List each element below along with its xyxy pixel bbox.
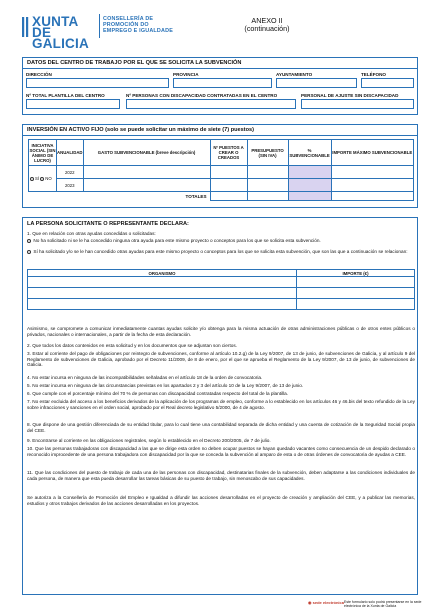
totals-max[interactable] [331,192,413,201]
radio-no[interactable] [40,177,44,181]
sede-logo: ◉ sede electrónica [308,600,344,605]
logo-line2: DE GALICIA [32,25,89,51]
positions-cell[interactable] [210,166,247,179]
budget-cell[interactable] [247,179,288,192]
max-cell[interactable] [331,166,413,179]
amount-cell[interactable] [297,277,415,288]
question-1: 1. Que en relación con otras ayudas concedidas o solicitadas: [27,231,156,236]
footer-note: Este formulario solo podrá presentarse en la sede electrónica de la Xunta de Galicia [344,600,422,608]
province-label: PROVINCIA [173,72,199,77]
xunta-logo [22,14,98,51]
totals-label: TOTALES [29,192,211,201]
totals-budget[interactable] [247,192,288,201]
expense-cell[interactable] [83,166,210,179]
phone-field[interactable] [361,78,414,88]
total-staff-field[interactable] [26,99,120,109]
year-2022: 2022 [57,166,84,179]
expense-cell[interactable] [83,179,210,192]
year-2023: 2023 [57,179,84,192]
fixed-asset-section [22,124,418,208]
header-percent: % SUBVENCIONABLE [288,140,331,166]
max-cell[interactable] [331,179,413,192]
support-staff-field[interactable] [301,99,414,109]
disabled-staff-field[interactable] [126,99,296,109]
province-field[interactable] [173,78,272,88]
totals-positions[interactable] [210,192,247,201]
municipality-field[interactable] [276,78,357,88]
positions-cell[interactable] [210,179,247,192]
phone-label: TELÉFONO [361,72,387,77]
org-cell[interactable] [28,299,297,310]
header-divider [99,14,100,38]
org-header: ORGANISMO [28,270,297,277]
org-cell[interactable] [28,288,297,299]
amount-cell[interactable] [297,299,415,310]
declaration-8: 8. Que dispone de una gestión diferenciada de su entidad titular, para lo cual tiene una contabilidad separada de dicha entidad y una cuenta de cotización de la Seguridad Social propia del CEE. [27,422,415,433]
totals-percent [288,192,331,201]
footer [308,600,423,610]
disabled-staff-label: Nº PERSONAS CON DISCAPACIDAD CONTRATADAS EN EL CENTRO [126,93,278,98]
declaration-11: 11. Que las condiciones del puesto de trabajo de cada una de las personas con discapacidad, destinatarias finales de la subvención, deben adaptarse a las condiciones individuales de cada persona, de manera que esta pueda desarrollar las tareas básicas de su puesto de trabajo, sin menoscabo de sus capacidades. [27,470,415,481]
sede-icon: ◉ [308,600,312,605]
header-social: INICIATIVA SOCIAL (SIN ÁNIMO DE LUCRO) [29,140,57,166]
option-no-aid: No ha solicitado ni se le ha concedido ninguna otra ayuda para este mismo proyecto o conceptos para los que se solicita esta subvención. [27,238,415,244]
annex-title: ANEXO II (continuación) [244,16,290,33]
declaration-3: 3. Estar al corriente del pago de obligaciones por reintegro de subvenciones, conforme al artículo 10.2.g) de la Ley 9/2007, de 13 de junio, de subvenciones de Galicia, y al artículo 9 del Reglamento de subvenciones de Galicia, aprobado por el Decreto 11/2009, de 8 de enero, por el que se aprueba el Reglamento de la Ley 9/2007, de 13 de junio, de subvenciones de Galicia. [27,351,415,368]
amount-header: IMPORTE (€) [297,270,415,277]
radio-yes[interactable] [30,177,34,181]
declaration-10: 10. Que las personas trabajadoras con discapacidad a las que se dirige esta orden no deben ocupar puestos se hayan quedado vacantes como consecuencia de un despido declarado o reconocido improcedente de una persona trabajadora con discapacidad por la que se conceda la subvención al amparo de esta o de otras órdenes de convocatoria de ayudas a CEE. [27,446,415,457]
radio-no-aid[interactable] [27,239,31,243]
social-radio-group: SÍ NO [29,166,57,192]
other-aid-table [27,269,415,310]
address-label: DIRECCIÓN [26,72,52,77]
investment-table [28,139,414,201]
header-year: ANUALIDAD [57,140,84,166]
authorization-text: Se autoriza a la Consellería de Promoción del Empleo e Igualdad a difundir las acciones desarrolladas en el proyecto de creación y ampliación del CEE, y a publicar las memorias, estudios y otros trabajos derivados de las acciones desarrolladas en los proyectos. [27,495,415,506]
declaration-4: 4. No estar incursa en ninguna de las incompatibilidades señaladas en el artículo 18 de la orden de convocatoria. [27,375,263,380]
declaration-6: 6. Que cumple con el porcentaje mínimo del 70 % de personas con discapacidad contratadas respecto del total de la plantilla. [27,391,289,396]
municipality-label: AYUNTAMIENTO [276,72,313,77]
percent-cell [288,166,331,179]
header-budget: PRESUPUESTO (SIN IVA) [247,140,288,166]
total-staff-label: Nº TOTAL PLANTILLA DEL CENTRO [26,93,105,98]
budget-cell[interactable] [247,166,288,179]
logo-line1: XUNTA [32,14,79,29]
department-name: CONSELLERÍA DE PROMOCIÓN DO EMPREGO E IGUALDADE [103,16,173,34]
address-field[interactable] [26,78,169,88]
section-title: DATOS DEL CENTRO DE TRABAJO POR EL QUE SE SOLICITA LA SUBVENCIÓN [27,60,242,66]
percent-cell [288,179,331,192]
header-positions: Nº PUESTOS A CREAR O CREADOS [210,140,247,166]
commitment-text: Asimismo, se compromete a comunicar inmediatamente cuantas ayudas solicite y/o obtenga para la misma actuación de otras administraciones públicas o de otros entes públicos o privados, nacionales o internacionales, a partir de la fecha de esta declaración. [27,326,415,337]
header-max: IMPORTE MÁXIMO SUBVENCIONABLE [331,140,413,166]
org-cell[interactable] [28,277,297,288]
section-title: LA PERSONA SOLICITANTE O REPRESENTANTE DECLARA: [27,221,189,227]
declaration-section [22,217,418,595]
radio-other-aid[interactable] [27,250,31,254]
section-title: INVERSIÓN EN ACTIVO FIJO (solo se puede solicitar un máximo de siete (7) puestos) [27,127,255,133]
declaration-5: 5. No estar incursa en ninguna de las circunstancias previstas en los apartados 2 y 3 del artículo 10 de la Ley 9/2007, de 13 de junio. [27,383,304,388]
declaration-9: 9. Encontrarse al corriente en las obligaciones registrales, según lo establecido en el Decreto 200/2005, de 7 de julio. [27,438,271,443]
xunta-emblem-icon [22,17,30,37]
workplace-data-section [22,57,418,115]
header-expense: GASTO SUBVENCIONABLE (breve descripción) [83,140,210,166]
amount-cell[interactable] [297,288,415,299]
option-other-aid: Sí ha solicitado y/o se le han concedido otras ayudas para este mismo proyecto o conceptos para los que se solicita esta subvención, que son las que a continuación se relacionan: [27,249,415,255]
declaration-7: 7. No estar excluida del acceso a los beneficios derivados de la aplicación de los programas de empleo, conforme a lo establecido en los artículos 46 y 46.bis del texto refundido de la Ley sobre infracciones y sanciones en el orden social, aprobado por el Real decreto legislativo 5/2000, de 4 de agosto. [27,399,415,410]
support-staff-label: PERSONAL DE AJUSTE SIN DISCAPACIDAD [301,93,399,98]
declaration-2: 2. Que todos los datos contenidos en esta solicitud y en los documentos que se adjuntan son ciertos. [27,343,238,348]
